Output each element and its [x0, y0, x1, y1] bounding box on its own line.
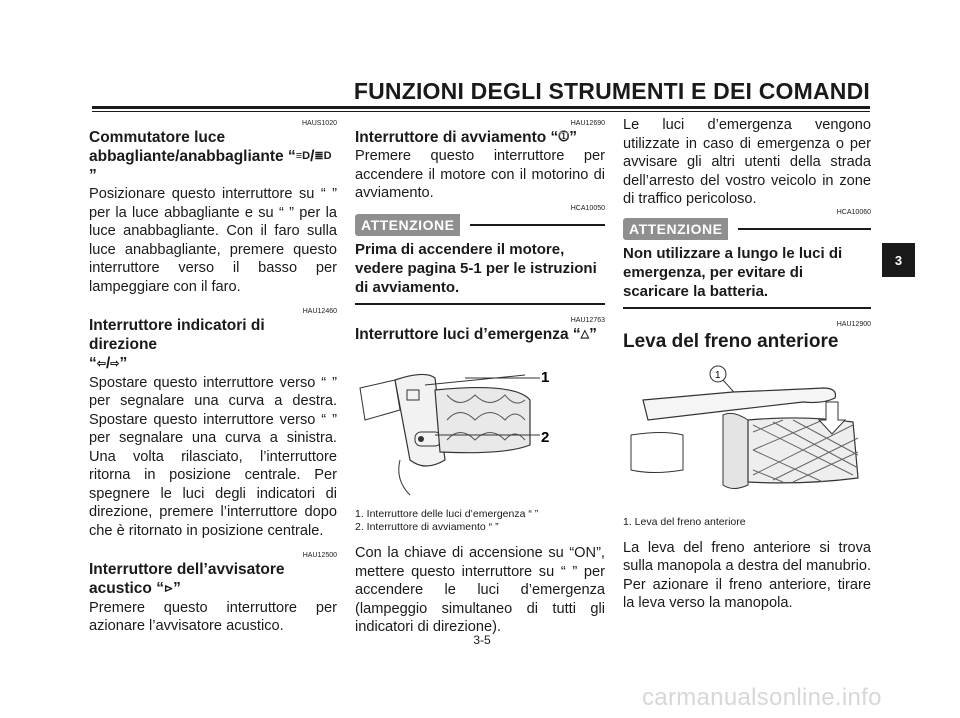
- page-number: 3-5: [473, 633, 491, 647]
- title-line-1: Interruttore indicatori di direzione: [89, 317, 265, 354]
- chapter-tab: 3: [882, 243, 915, 277]
- attention-text: Non utilizzare a lungo le luci di emergenza, per evitare di scaricare la batteria.: [623, 244, 843, 300]
- hazard-icon: △: [580, 328, 590, 341]
- column-1: [89, 116, 337, 636]
- attention-bottom-rule: [355, 303, 605, 305]
- section-body-start-switch: Premere questo interruttore per accendere il motore con il motorino di avviamento.: [355, 148, 605, 202]
- brake-lever-illustration: [623, 360, 871, 508]
- high-beam-icon: ≡D: [295, 150, 311, 163]
- warning-code: HCA10050: [570, 204, 605, 212]
- hazard-usage-text: Le luci d’emergenza vengono utilizzate in caso di emergenza o per avvisare gli altri utenti della strada dell’arresto del vostro veicolo in zone di traffico pericoloso.: [623, 117, 871, 207]
- section-title-hazard-switch: [355, 325, 605, 344]
- figure-callout-1: 1: [541, 369, 550, 387]
- start-icon: ⓵: [558, 131, 570, 144]
- title-close-quote: ”: [119, 355, 128, 373]
- section-code: HAU12763: [570, 316, 605, 324]
- turn-left-icon: ⇦: [96, 357, 106, 370]
- horn-icon: ⊳: [163, 582, 174, 595]
- attention-rule: [738, 228, 871, 230]
- section-body-horn-switch: Premere questo interruttore per azionare l’avvisatore acustico.: [89, 599, 337, 635]
- attention-text: Prima di accendere il motore, vedere pagina 5-1 per le istruzioni di avviamento.: [355, 240, 597, 296]
- turn-right-icon: ⇨: [110, 357, 120, 370]
- section-title-turn-signal-switch: Interruttore indicatori di direzione “⇦/⇨”: [89, 317, 265, 373]
- watermark: carmanualsonline.info: [642, 684, 882, 711]
- section-body-hazard-switch: Con la chiave di accensione su “ON”, mettere questo interruttore su “ ” per accendere le luci d’emergenza (lampeggio simultaneo di tutti gli indicatori di direzione).: [355, 545, 605, 636]
- section-code: HAU12460: [302, 308, 337, 316]
- section-title-headlight-switch: Commutatore luce abbagliante/anabbagliante “≡D/≣D”: [89, 129, 332, 185]
- page-header-title: FUNZIONI DEGLI STRUMENTI E DEI COMANDI: [353, 78, 870, 104]
- title-text: Interruttore luci d’emergenza “: [355, 325, 581, 343]
- column-2: [355, 116, 605, 637]
- title-close-quote: ”: [89, 167, 97, 185]
- section-code: HAU12500: [302, 552, 337, 560]
- low-beam-icon: ≣D: [314, 150, 332, 163]
- title-close-quote: ”: [569, 129, 578, 146]
- section-body-turn-signal-switch: Spostare questo interruttore verso “ ” per segnalare una curva a destra. Spostare questo interruttore verso “ ” per segnalare una curva a sinistra. Una volta rilasciato, l’interruttore ritorna in posizione centrale. Per spegnere le luci degli indicatori di direzione, premere l’interruttore dopo che è ritornato in posizione centrale.: [89, 374, 337, 539]
- figure-callout-2: 2: [541, 429, 550, 447]
- figure-caption-1: 1. Interruttore delle luci d’emergenza “ ”: [355, 508, 539, 521]
- section-body-headlight-switch: Posizionare questo interruttore su “ ” per la luce abbagliante e su “ ” per la luce anabbagliante. Con il faro sulla luce anabbagliante, premere questo interruttore verso il basso per lampeggiare con il faro.: [89, 186, 337, 295]
- figure-caption-2: 2. Interruttore di avviamento “ ”: [355, 521, 499, 534]
- figure-caption: 1. Leva del freno anteriore: [623, 515, 746, 528]
- handlebar-switch-illustration: [355, 350, 605, 500]
- brake-lever-figure: [623, 360, 871, 508]
- header-rule: [92, 106, 870, 109]
- attention-rule: [470, 224, 605, 226]
- section-title-start-switch: [355, 128, 605, 147]
- attention-bottom-rule: [623, 307, 871, 309]
- title-line-2: abbagliante/anabbagliante “: [89, 148, 296, 165]
- handlebar-switch-figure: [355, 350, 605, 500]
- section-body-front-brake-lever: La leva del freno anteriore si trova sulla manopola a destra del manubrio. Per azionare il freno anteriore, tirare la leva verso la manopola.: [623, 539, 871, 611]
- section-code: HAU12690: [570, 120, 605, 127]
- warning-code: HCA10060: [836, 208, 871, 216]
- title-line-1: Interruttore dell’avvisatore: [89, 561, 285, 579]
- section-code: HAUS1020: [301, 120, 337, 127]
- title-close-quote: ”: [173, 580, 181, 598]
- column-3: [623, 116, 871, 613]
- header-rule-thin: [92, 111, 870, 112]
- figure-callout-1: 1: [715, 369, 721, 381]
- section-code: HAU12900: [836, 320, 871, 328]
- attention-label: ATTENZIONE: [623, 218, 728, 240]
- title-text: Interruttore di avviamento “: [355, 129, 559, 146]
- section-title-front-brake-lever: Leva del freno anteriore: [623, 330, 839, 352]
- attention-label: ATTENZIONE: [355, 214, 460, 236]
- title-line-1: Commutatore luce: [89, 129, 226, 146]
- title-open-quote: acustico “: [89, 580, 164, 598]
- section-title-horn-switch: [89, 560, 337, 598]
- attention-banner: [355, 214, 605, 236]
- title-open-quote: “: [89, 355, 97, 373]
- title-close-quote: ”: [589, 325, 597, 343]
- attention-banner: [623, 218, 871, 240]
